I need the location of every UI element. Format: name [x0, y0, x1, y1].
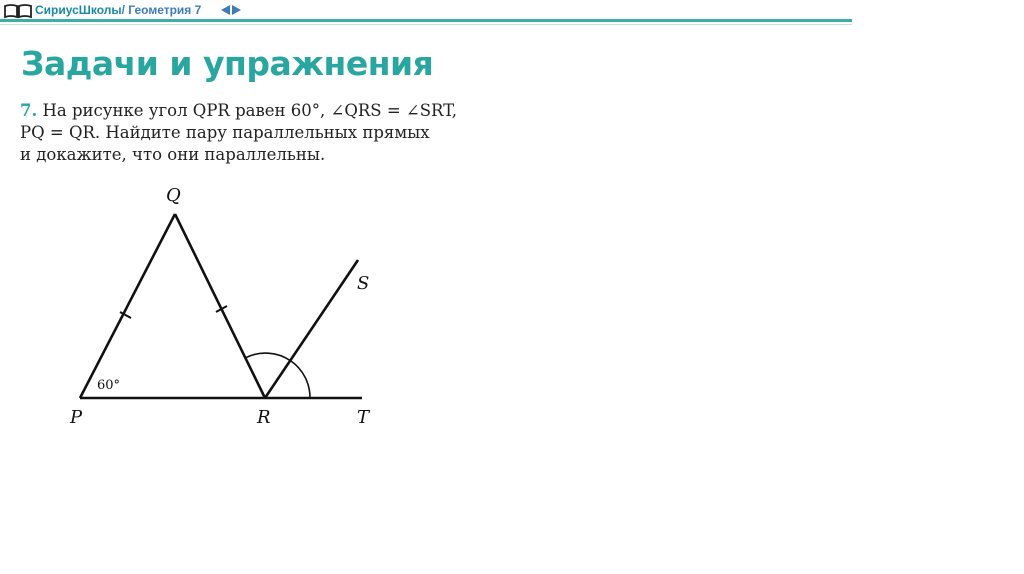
problem-line-1 — [20, 100, 490, 122]
label-R: R — [257, 407, 271, 428]
problem-text — [20, 100, 490, 166]
nav-arrows-icon[interactable] — [221, 5, 241, 15]
angle-label-60: 60° — [97, 378, 121, 393]
label-P: P — [70, 407, 83, 428]
brand-name[interactable]: СириусШколы — [35, 3, 122, 17]
segment-PQ — [80, 214, 175, 398]
ray-RS — [265, 260, 358, 398]
breadcrumb — [35, 3, 201, 17]
header-divider-thin — [0, 24, 852, 25]
geometry-figure — [60, 180, 390, 430]
problem-line-2: PQ = QR. Найдите пару параллельных прямых — [20, 123, 430, 142]
angle-arc-SRT — [291, 361, 310, 398]
header-divider — [0, 19, 852, 22]
label-Q: Q — [166, 185, 181, 206]
problem-line-3: и докажите, что они параллельны. — [20, 145, 326, 164]
breadcrumb-separator: / — [121, 3, 125, 17]
problem-line-1-text: На рисунке угол QPR равен 60°, ∠QRS = ∠SRT, — [37, 101, 458, 120]
problem-number: 7. — [20, 101, 38, 120]
angle-arc-QRS — [245, 353, 291, 361]
page-title: Задачи и упражнения — [21, 44, 434, 83]
open-book-icon — [3, 3, 33, 19]
label-S: S — [357, 273, 370, 294]
course-name[interactable]: Геометрия 7 — [124, 3, 202, 17]
segment-QR — [175, 214, 265, 398]
label-T: T — [357, 407, 370, 428]
